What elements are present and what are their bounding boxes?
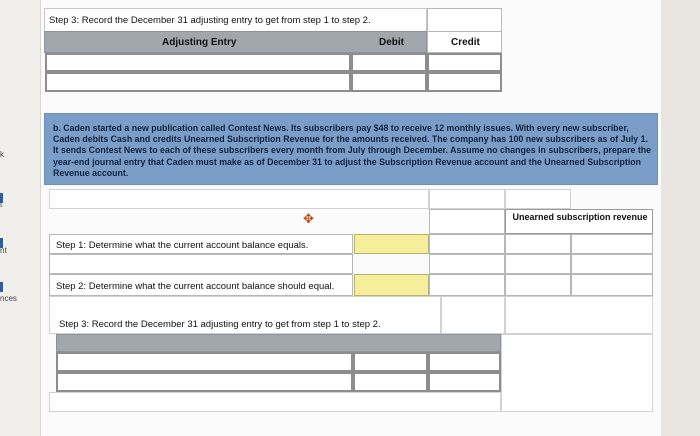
step3-blank-mid [441,296,505,334]
col-debit: Debit [379,37,404,48]
col-adjusting-entry: Adjusting Entry [162,37,237,48]
sidebar-item-4[interactable]: nces [0,294,17,303]
sidebar-item-3[interactable]: nt [0,246,7,255]
analysis-header-mid [429,209,505,234]
entry-debit-input-1[interactable] [351,53,427,72]
sidebar-item-1[interactable]: k [0,150,4,159]
part-b-paragraph: b. Caden started a new publication called Contest News. Its subscribers pay $48 to receive 12 monthly issues. With every new subscriber, Caden debits Cash and credits Unearned Subscription Revenue for the amounts received. The company has 100 new subscribers as of July 1. It sends Contest News to each of these subscribers every month from July through December. Assume no changes in subscribers, prepare the year-end journal entry that Caden must make as of December 31 to adjust the Subscription Revenue account and the Unearned Subscription Revenue account. [53,123,652,178]
b-entry-credit-input-1[interactable] [428,352,501,372]
step2-mid[interactable] [429,274,505,296]
move-cell [49,209,353,234]
entry-debit-input-2[interactable] [351,72,427,92]
step1-row [49,234,353,254]
part-b-instructions [44,113,658,185]
spacer-debit [505,254,571,274]
b-entry-account-input-2[interactable] [56,372,353,392]
b-right-blank [501,334,653,412]
step1-input[interactable] [354,234,429,254]
step3-label: Step 3: Record the December 31 adjusting entry to get from step 1 to step 2. [49,15,371,26]
entry-credit-input-2[interactable] [427,72,502,92]
step2-label: Step 2: Determine what the current account balance should equal. [56,281,335,292]
entry-account-input-2[interactable] [45,72,351,92]
step3-label-cell [44,8,427,32]
sidebar-marker-3 [0,282,3,292]
step2-row [49,274,353,296]
analysis-blank-top [49,189,429,209]
spacer-mid [429,254,505,274]
analysis-blank-top-2 [429,189,505,209]
step3-row-b [49,296,441,334]
b-bottom-blank [49,392,501,412]
blank-header-cell [427,8,502,32]
entry-credit-input-1[interactable] [427,53,502,72]
step3-label-b: Step 3: Record the December 31 adjusting entry to get from step 1 to step 2. [59,319,381,330]
step3-blank-right [505,296,653,334]
b-entry-debit-input-1[interactable] [353,352,428,372]
b-entry-account-input-1[interactable] [56,352,353,372]
col-credit-cell [427,31,502,53]
step2-debit[interactable] [505,274,571,296]
spacer-row [49,254,353,274]
unearned-header-cell [505,209,653,234]
step1-label: Step 1: Determine what the current account balance equals. [56,240,309,251]
step1-debit[interactable] [505,234,571,254]
worksheet [41,0,661,436]
step1-credit[interactable] [571,234,653,254]
b-entry-debit-input-2[interactable] [353,372,428,392]
entry-account-input-1[interactable] [45,53,351,72]
entry-header-band-b [56,334,501,352]
step1-mid[interactable] [429,234,505,254]
b-entry-credit-input-2[interactable] [428,372,501,392]
analysis-blank-top-3 [505,189,571,209]
entry-header-band [44,31,427,53]
left-sidebar [0,0,41,436]
step2-credit[interactable] [571,274,653,296]
col-credit: Credit [451,37,480,48]
unearned-subscription-revenue-header: Unearned subscription revenue [512,212,648,222]
spacer-credit [571,254,653,274]
sidebar-item-2[interactable]: t [0,200,3,209]
move-cursor-icon: ✥ [303,211,314,226]
step2-input[interactable] [354,274,429,296]
